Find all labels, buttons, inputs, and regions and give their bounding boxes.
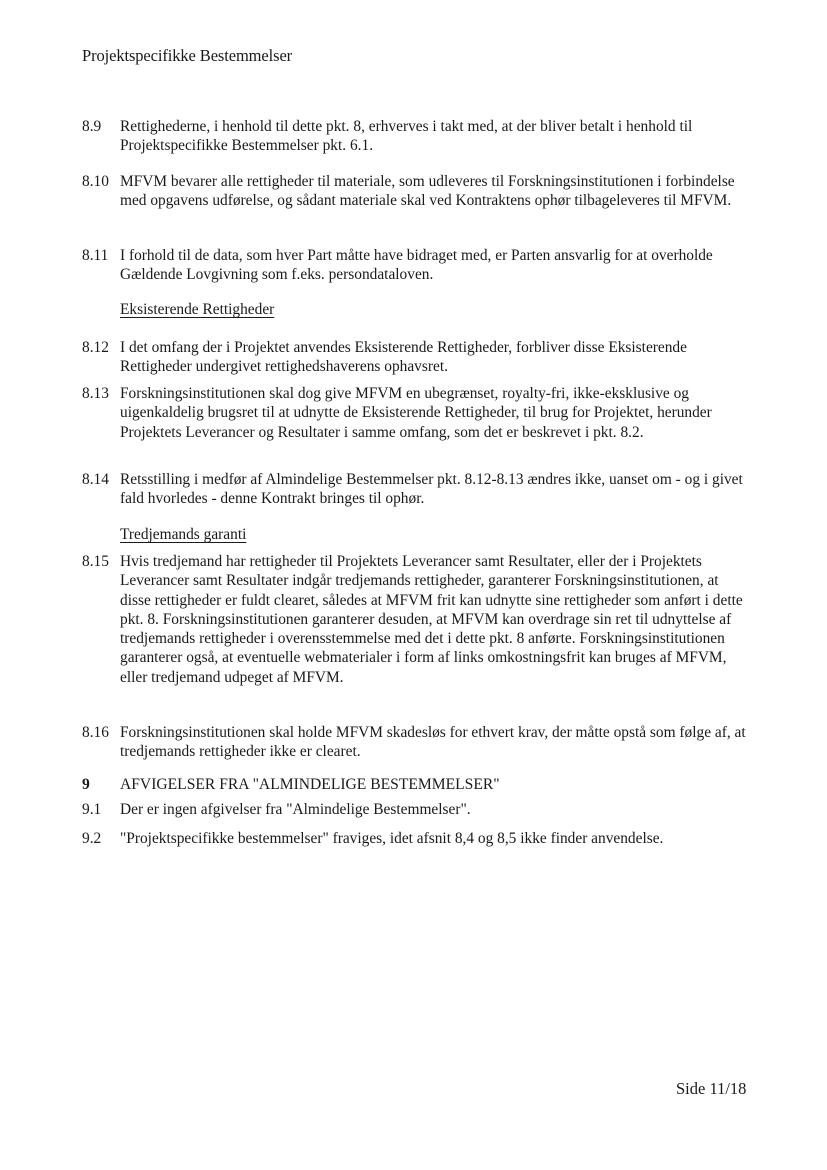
clause-text: I forhold til de data, som hver Part måtte have bidraget med, er Parten ansvarlig for at overholde Gældende Lovgivning som f.eks. persondataloven. xyxy=(120,247,713,284)
clause-number: 8.15 xyxy=(82,553,109,570)
section-9-heading xyxy=(82,775,752,794)
clause-number: 8.9 xyxy=(82,118,102,135)
page-number: Side 11/18 xyxy=(676,1079,747,1098)
clause-text: "Projektspecifikke bestemmelser" fraviges, idet afsnit 8,4 og 8,5 ikke finder anvendelse. xyxy=(120,830,664,847)
clause-number: 8.10 xyxy=(82,173,109,190)
clause-text: Forskningsinstitutionen skal holde MFVM skadesløs for ethvert krav, der måtte opstå som følge af, at tredjemands rettigheder ikke er clearet. xyxy=(120,724,746,761)
clause-8-16 xyxy=(82,723,752,762)
section-title: AFVIGELSER FRA "ALMINDELIGE BESTEMMELSER" xyxy=(120,776,500,793)
subheading-existing-rights: Eksisterende Rettigheder xyxy=(120,301,275,318)
clause-text: Rettighederne, i henhold til dette pkt. 8, erhverves i takt med, at der bliver betalt i henhold til Projektspecifikke Bestemmelser pkt. 6.1. xyxy=(120,118,693,155)
subheading-third-party: Tredjemands garanti xyxy=(120,526,247,543)
clause-number: 8.14 xyxy=(82,471,109,488)
clause-number: 8.11 xyxy=(82,247,109,264)
clause-text: Forskningsinstitutionen skal dog give MFVM en ubegrænset, royalty-fri, ikke-eksklusive og uigenkaldelig brugsret til at udnytte de Eksisterende Rettigheder, til brug for Projektet, herunder Projektets Leverancer og Resultater i samme omfang, som det er beskrevet i pkt. 8.2. xyxy=(120,385,712,441)
clause-8-14 xyxy=(82,470,752,509)
page-header: Projektspecifikke Bestemmelser xyxy=(82,46,293,65)
clause-text: Hvis tredjemand har rettigheder til Projektets Leverancer samt Resultater, eller der i Projektets Leverancer samt Resultater indgår tredjemands rettigheder, garanterer Forskningsinstitutionen, at disse rettigheder er fuldt clearet, således at MFVM frit kan udnytte sine rettigheder som anført i dette pkt. 8. Forskningsinstitutionen garanterer desuden, at MFVM kan overdrage sin ret til udnyttelse af tredjemands rettigheder i overensstemmelse med det i dette pkt. 8 anførte. Forskningsinstitutionen garanterer også, at eventuelle webmaterialer i form af links omkostningsfrit kan bruges af MFVM, eller tredjemand udpeget af MFVM. xyxy=(120,553,743,686)
clause-number: 9.2 xyxy=(82,830,102,847)
clause-number: 8.13 xyxy=(82,385,109,402)
clause-text: MFVM bevarer alle rettigheder til materiale, som udleveres til Forskningsinstitutionen i forbindelse med opgavens udførelse, og sådant materiale skal ved Kontraktens ophør tilbageleveres til MFVM. xyxy=(120,173,735,210)
clause-8-11 xyxy=(82,246,752,285)
clause-8-13 xyxy=(82,384,752,442)
clause-8-15 xyxy=(82,552,752,687)
clause-9-2 xyxy=(82,829,752,848)
clause-text: Retsstilling i medfør af Almindelige Bestemmelser pkt. 8.12-8.13 ændres ikke, uanset om - og i givet fald hvorledes - denne Kontrakt bringes til ophør. xyxy=(120,471,743,508)
clause-number: 9.1 xyxy=(82,801,102,818)
clause-8-12 xyxy=(82,338,752,377)
clause-text: I det omfang der i Projektet anvendes Eksisterende Rettigheder, forbliver disse Eksisterende Rettigheder undergivet rettighedshaverens ophavsret. xyxy=(120,339,687,376)
clause-9-1 xyxy=(82,800,752,819)
clause-8-10 xyxy=(82,172,752,211)
clause-text: Der er ingen afgivelser fra "Almindelige Bestemmelser". xyxy=(120,801,471,818)
clause-8-9 xyxy=(82,117,752,156)
clause-number: 8.16 xyxy=(82,724,109,741)
section-number: 9 xyxy=(82,776,90,793)
clause-number: 8.12 xyxy=(82,339,109,356)
